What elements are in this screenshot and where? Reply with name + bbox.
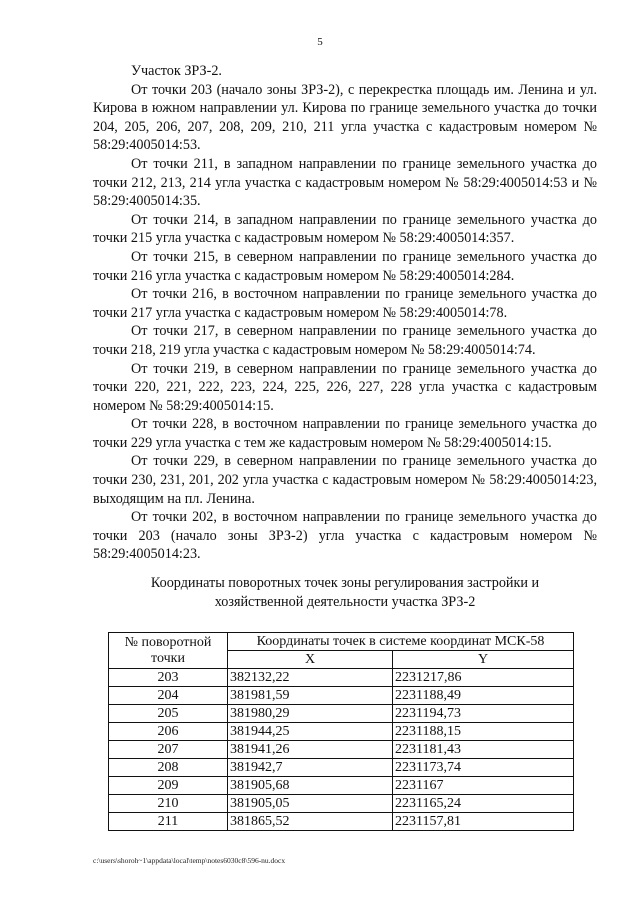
x-cell: 381905,05: [228, 795, 393, 813]
paragraph: От точки 217, в северном направлении по границе земельного участка до точки 218, 219 угла участка с кадастровым номером № 58:29:4005014:74.: [93, 323, 597, 358]
paragraph: От точки 228, в восточном направлении по границе земельного участка до точки 229 угла участка с тем же кадастровым номером № 58:29:4005014:15.: [93, 416, 597, 451]
point-cell: 206: [109, 723, 228, 741]
y-cell: 2231188,49: [393, 687, 574, 705]
coordinates-table: [108, 632, 574, 831]
point-number-header-line: точки: [151, 650, 185, 666]
body-text: [93, 62, 597, 564]
x-cell: 381944,25: [228, 723, 393, 741]
paragraph: От точки 219, в северном направлении по границе земельного участка до точки 220, 221, 222, 223, 224, 225, 226, 227, 228 угла участка с кадастровым номером № 58:29:4005014:15.: [93, 360, 597, 414]
x-cell: 381980,29: [228, 705, 393, 723]
y-cell: 2231165,24: [393, 795, 574, 813]
x-cell: 381981,59: [228, 687, 393, 705]
table-row: [109, 813, 574, 831]
point-cell: 208: [109, 759, 228, 777]
y-cell: 2231181,43: [393, 741, 574, 759]
x-header: X: [228, 651, 393, 669]
point-number-header-line: № поворотной: [124, 634, 212, 650]
paragraph: От точки 203 (начало зоны ЗРЗ-2), с перекрестка площадь им. Ленина и ул. Кирова в южном направлении ул. Кирова по границе земельного участка до точки 204, 205, 206, 207, 208, 209, 210, 211 угла участка с кадастровым номером № 58:29:4005014:53.: [93, 81, 597, 154]
point-cell: 207: [109, 741, 228, 759]
paragraph: От точки 202, в восточном направлении по границе земельного участка до точки 203 (начало зоны ЗРЗ-2) угла участка с кадастровым номером № 58:29:4005014:23.: [93, 509, 597, 563]
table-row: [109, 741, 574, 759]
point-cell: 204: [109, 687, 228, 705]
point-cell: 210: [109, 795, 228, 813]
point-cell: 203: [109, 669, 228, 687]
point-cell: 205: [109, 705, 228, 723]
paragraph: От точки 215, в северном направлении по границе земельного участка до точки 216 угла участка с кадастровым номером № 58:29:4005014:284.: [93, 248, 597, 284]
paragraph: От точки 216, в восточном направлении по границе земельного участка до точки 217 угла участка с кадастровым номером № 58:29:4005014:78.: [93, 286, 597, 321]
y-cell: 2231167: [393, 777, 574, 795]
point-cell: 211: [109, 813, 228, 831]
table-row: [109, 759, 574, 777]
y-cell: 2231173,74: [393, 759, 574, 777]
y-cell: 2231157,81: [393, 813, 574, 831]
table-caption-line: хозяйственной деятельности участка ЗРЗ-2: [214, 594, 476, 610]
paragraph: От точки 214, в западном направлении по границе земельного участка до точки 215 угла участка с кадастровым номером № 58:29:4005014:357.: [93, 211, 597, 247]
table-caption-line: Координаты поворотных точек зоны регулирования застройки и: [150, 575, 540, 591]
point-number-header: [109, 633, 228, 669]
y-cell: 2231188,15: [393, 723, 574, 741]
table-caption: [93, 574, 597, 612]
paragraph: От точки 211, в западном направлении по границе земельного участка до точки 212, 213, 214 угла участка с кадастровым номером № 58:29:4005014:53 и № 58:29:4005014:35.: [93, 155, 597, 210]
table-row: [109, 687, 574, 705]
x-cell: 381865,52: [228, 813, 393, 831]
x-cell: 381941,26: [228, 741, 393, 759]
table-row: [109, 705, 574, 723]
table-row: [109, 777, 574, 795]
table-row: [109, 795, 574, 813]
file-path-footer: c:\users\shoroh~1\appdata\local\temp\notes6030c8\596-nu.docx: [93, 856, 286, 865]
table-row: [109, 723, 574, 741]
section-heading: Участок ЗРЗ-2.: [131, 63, 222, 79]
paragraph: От точки 229, в северном направлении по границе земельного участка до точки 230, 231, 201, 202 угла участка с кадастровым номером № 58:29:4005014:23, выходящим на пл. Ленина.: [93, 453, 597, 507]
y-header: Y: [393, 651, 574, 669]
y-cell: 2231217,86: [393, 669, 574, 687]
x-cell: 381942,7: [228, 759, 393, 777]
x-cell: 382132,22: [228, 669, 393, 687]
table-row: [109, 669, 574, 687]
page-number: 5: [317, 36, 323, 48]
x-cell: 381905,68: [228, 777, 393, 795]
coords-system-header: Координаты точек в системе координат МСК-58: [228, 633, 574, 651]
point-cell: 209: [109, 777, 228, 795]
y-cell: 2231194,73: [393, 705, 574, 723]
